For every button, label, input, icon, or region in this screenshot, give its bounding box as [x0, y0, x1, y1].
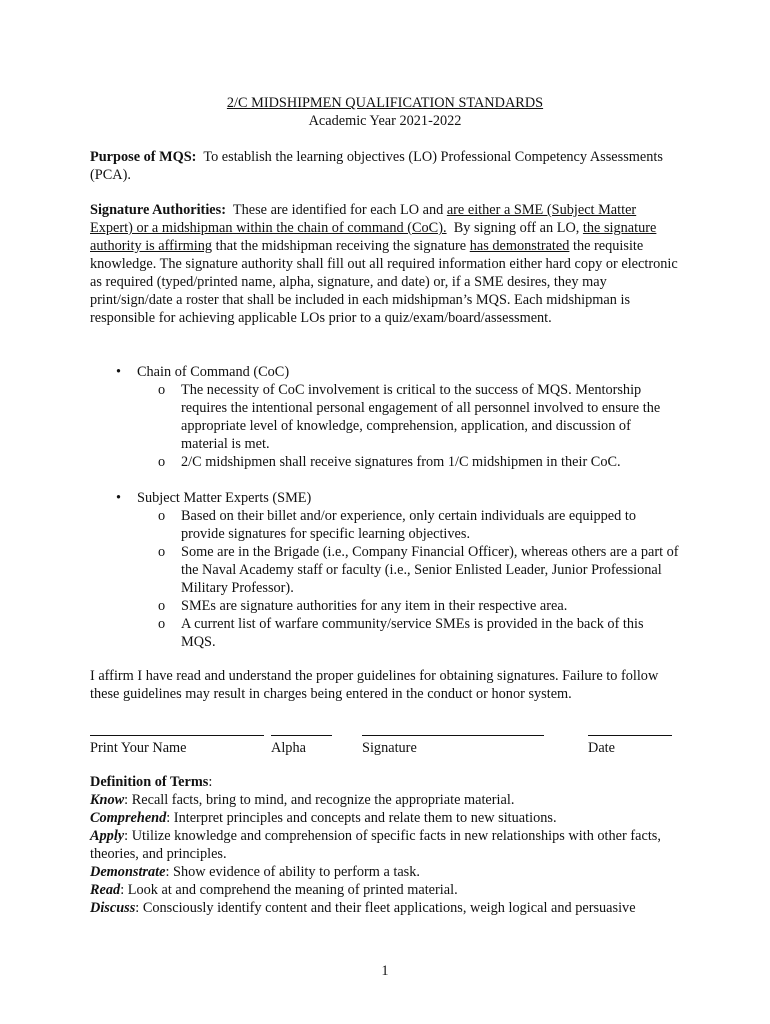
definition-term: Know — [90, 792, 125, 808]
definition-item — [90, 881, 680, 899]
definition-item — [90, 809, 680, 827]
definition-text: : Consciously identify content and their fleet applications, weigh logical and persuasive — [135, 900, 636, 916]
sub-item-text: SMEs are signature authorities for any item in their respective area. — [181, 598, 568, 614]
definition-text: : Look at and comprehend the meaning of printed material. — [120, 882, 458, 898]
sub-bullet-icon: o — [158, 598, 166, 614]
alpha-field-label: Alpha — [271, 740, 306, 756]
alpha-signature-line[interactable] — [271, 735, 332, 736]
definitions-section — [90, 773, 680, 917]
signature-authorities-label: Signature Authorities: — [90, 202, 226, 218]
purpose-paragraph — [90, 148, 680, 184]
sub-item-text: Based on their billet and/or experience, only certain individuals are equipped to provide signatures for specific learning objectives. — [181, 508, 636, 542]
bullet-title: Subject Matter Experts (SME) — [137, 490, 312, 506]
definitions-heading-text: Definition of Terms — [90, 774, 209, 790]
definition-text: : Utilize knowledge and comprehension of specific facts in new relationships with other facts, theories, and principles. — [90, 828, 661, 862]
name-signature-line[interactable] — [90, 735, 264, 736]
definitions-heading — [90, 773, 680, 791]
date-field-label: Date — [588, 740, 615, 756]
sub-bullet-icon: o — [158, 616, 166, 632]
name-field-label: Print Your Name — [90, 740, 187, 756]
sub-item-text: The necessity of CoC involvement is critical to the success of MQS. Mentorship requires the intentional personal engagement of all personnel involved to ensure the appropriate level of knowledge, comprehension, application, and discussion of material is met. — [181, 382, 661, 452]
sa-underline-2: the signature authority is affirming — [90, 220, 657, 254]
definition-text: : Show evidence of ability to perform a task. — [165, 864, 420, 880]
sa-text-2: By signing off an LO, — [453, 220, 580, 236]
signature-authorities-paragraph — [90, 201, 680, 327]
signature-line[interactable] — [362, 735, 544, 736]
definitions-heading-colon: : — [208, 774, 213, 790]
signature-field-label: Signature — [362, 740, 417, 756]
definition-item — [90, 863, 680, 881]
definition-term: Read — [90, 882, 121, 898]
definition-item — [90, 899, 680, 917]
definition-item — [90, 791, 680, 809]
definition-text: : Recall facts, bring to mind, and recognize the appropriate material. — [124, 792, 515, 808]
sub-bullet-icon: o — [158, 508, 166, 524]
definition-item — [90, 827, 680, 863]
page-subtitle: Academic Year 2021-2022 — [308, 113, 462, 129]
sa-text-3: that the midshipman receiving the signature — [215, 238, 467, 254]
definition-term: Discuss — [90, 900, 136, 916]
bullet-icon: • — [116, 490, 122, 506]
page-title: 2/C MIDSHIPMEN QUALIFICATION STANDARDS — [226, 95, 544, 111]
sub-bullet-icon: o — [158, 454, 166, 470]
bullet-icon: • — [116, 364, 122, 380]
purpose-text: To establish the learning objectives (LO) Professional Competency Assessments (PCA). — [90, 149, 663, 183]
date-signature-line[interactable] — [588, 735, 672, 736]
sub-item-text: Some are in the Brigade (i.e., Company Financial Officer), whereas others are a part of the Naval Academy staff or faculty (i.e., Senior Enlisted Leader, Junior Professional Military Professor). — [181, 544, 679, 596]
sa-text-4: the requisite knowledge. The signature authority shall fill out all required information either hard copy or electronic as required (typed/printed name, alpha, signature, and date) or, if a SME desires, they may print/sign/date a roster that shall be included in each midshipman’s MQS. Each midshipman is responsible for achieving applicable LOs prior to a quiz/exam/board/assessment. — [90, 238, 678, 326]
sub-bullet-icon: o — [158, 544, 166, 560]
definition-term: Comprehend — [90, 810, 167, 826]
sa-underline-3: has demonstrated — [469, 238, 570, 254]
affirmation-paragraph: I affirm I have read and understand the proper guidelines for obtaining signatures. Failure to follow these guidelines may result in charges being entered in the conduct or honor system. — [90, 668, 659, 702]
sa-text-1: These are identified for each LO and — [232, 202, 444, 218]
sub-item-text: A current list of warfare community/service SMEs is provided in the back of this MQS. — [181, 616, 644, 650]
purpose-label: Purpose of MQS: — [90, 149, 197, 165]
sa-underline-1: are either a SME (Subject Matter Expert) or a midshipman within the chain of command (CoC). — [90, 202, 637, 236]
sub-item-text: 2/C midshipmen shall receive signatures from 1/C midshipmen in their CoC. — [181, 454, 621, 470]
bullet-title: Chain of Command (CoC) — [137, 364, 290, 380]
definition-term: Apply — [90, 828, 125, 844]
definition-term: Demonstrate — [90, 864, 166, 880]
sub-bullet-icon: o — [158, 382, 166, 398]
header — [0, 94, 770, 130]
definition-text: : Interpret principles and concepts and relate them to new situations. — [166, 810, 557, 826]
page-number: 1 — [381, 963, 389, 979]
